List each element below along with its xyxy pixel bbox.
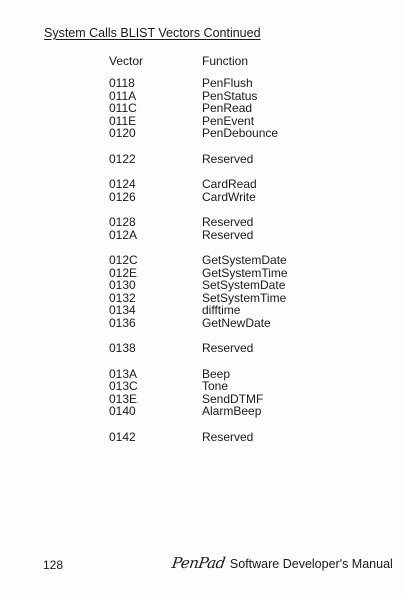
vector-group: [0, 77, 404, 140]
vector-cell: 0118: [109, 76, 135, 90]
function-cell: Reserved: [202, 227, 254, 242]
vector-cell: 011C: [109, 101, 137, 115]
table-row: [0, 102, 404, 115]
vector-cell: 0136: [109, 315, 136, 330]
vector-cell: 0132: [109, 290, 136, 305]
function-cell: GetSystemDate: [202, 253, 287, 267]
function-cell: SendDTMF: [202, 391, 264, 406]
table-row: [0, 342, 404, 355]
vector-group: [0, 431, 404, 444]
table-row: [0, 127, 404, 140]
function-cell: SetSystemTime: [202, 290, 287, 305]
vector-group: [0, 368, 404, 418]
vector-cell: 0122: [109, 151, 136, 166]
vector-cell: 0138: [109, 341, 136, 355]
vector-cell: 0140: [109, 404, 136, 418]
function-cell: PenRead: [202, 101, 253, 115]
vector-cell: 011A: [109, 88, 137, 103]
function-cell: PenFlush: [202, 76, 253, 90]
vector-cell: 0126: [109, 189, 136, 204]
vector-cell: 0134: [109, 303, 136, 317]
table-row: [0, 254, 404, 267]
table-row: [0, 304, 404, 317]
function-cell: difftime: [202, 303, 241, 317]
vector-cell: 012C: [109, 253, 138, 267]
vector-group: [0, 216, 404, 241]
function-cell: Reserved: [202, 215, 254, 229]
page-number: 128: [43, 558, 64, 572]
function-cell: PenDebounce: [202, 126, 279, 140]
function-cell: SetSystemDate: [202, 278, 286, 292]
table-row: [0, 229, 404, 242]
vector-group: [0, 178, 404, 203]
function-cell: PenStatus: [202, 88, 258, 103]
table-row: [0, 279, 404, 292]
table-row: [0, 77, 404, 90]
column-header-vector: Vector: [109, 54, 144, 68]
table-row: [0, 380, 404, 393]
function-cell: Reserved: [202, 341, 254, 355]
table-row: [0, 216, 404, 229]
vector-cell: 0142: [109, 429, 136, 444]
vector-cell: 011E: [109, 113, 137, 128]
table-row: [0, 431, 404, 444]
function-cell: PenEvent: [202, 113, 255, 128]
vector-group: [0, 254, 404, 329]
table-row: [0, 405, 404, 418]
vector-cell: 012E: [109, 265, 138, 280]
table-row: [0, 153, 404, 166]
function-cell: Reserved: [202, 151, 254, 166]
vector-cell: 013A: [109, 366, 138, 381]
vector-cell: 012A: [109, 227, 138, 242]
vector-cell: 013E: [109, 391, 138, 406]
function-cell: Tone: [202, 379, 229, 393]
function-cell: Beep: [202, 366, 231, 381]
vector-cell: 0128: [109, 215, 136, 229]
vector-group: [0, 153, 404, 166]
vector-cell: 0120: [109, 126, 136, 140]
table-row: [0, 317, 404, 330]
vector-table: [0, 77, 404, 456]
vector-cell: 0130: [109, 278, 136, 292]
vector-cell: 0124: [109, 177, 136, 191]
page-title: System Calls BLIST Vectors Continued: [44, 26, 261, 40]
function-cell: GetSystemTime: [202, 265, 288, 280]
vector-cell: 013C: [109, 379, 138, 393]
function-cell: CardRead: [202, 177, 257, 191]
footer: [172, 554, 393, 572]
table-row: [0, 191, 404, 204]
manual-title: Software Developer's Manual: [229, 557, 393, 571]
vector-group: [0, 342, 404, 355]
function-cell: GetNewDate: [202, 315, 271, 330]
penpad-logo: PenPad: [170, 554, 227, 572]
function-cell: CardWrite: [202, 189, 256, 204]
function-cell: AlarmBeep: [202, 404, 262, 418]
table-row: [0, 178, 404, 191]
function-cell: Reserved: [202, 429, 254, 444]
column-header-function: Function: [202, 54, 249, 68]
